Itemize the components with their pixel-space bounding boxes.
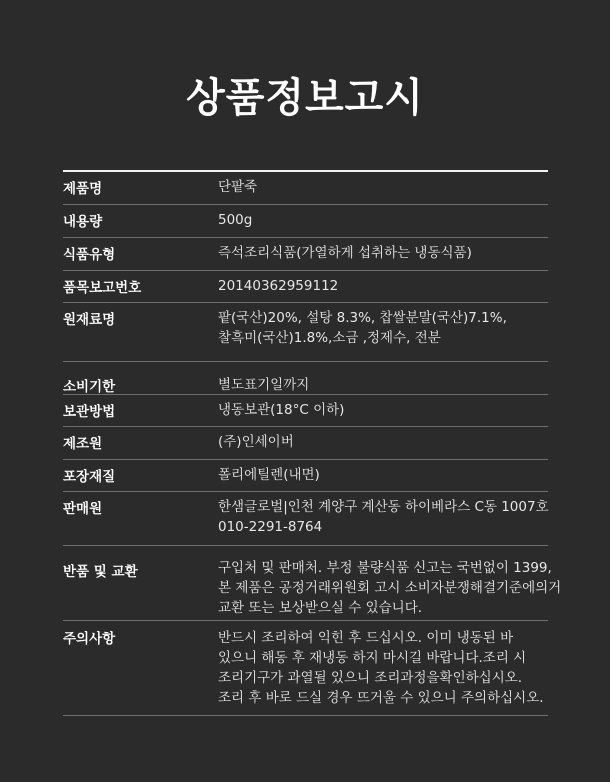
row-label: 원재료명 <box>63 312 116 328</box>
row-label: 품목보고번호 <box>63 280 142 296</box>
row-value: 단팥죽 <box>218 179 258 195</box>
row-value: 팥(국산)20%, 설탕 8.3%, 찹쌀분말(국산)7.1%, 찰흑미(국산)1.8%,소금 ,정제수, 전분 <box>218 310 507 346</box>
row-label: 보관방법 <box>63 404 116 420</box>
table-row <box>63 546 562 621</box>
table-row <box>63 205 548 238</box>
row-value: 반드시 조리하여 익힌 후 드십시오. 이미 냉동된 바 있으니 해동 후 재냉동 하지 마시길 바랍니다.조리 시 조리기구가 과열될 있으니 조리과정을확인하십시오. 조리 후 바로 드실 경우 뜨거울 수 있으니 주의하십시오. <box>218 630 544 706</box>
row-label: 식품유형 <box>63 247 116 263</box>
row-value: 폴리에틸렌(내면) <box>218 467 320 483</box>
row-label: 반품 및 교환 <box>63 564 138 580</box>
row-label: 내용량 <box>63 214 103 230</box>
row-value: 구입처 및 판매처. 부정 불량식품 신고는 국번없이 1399, 본 제품은 공정거래위원회 고시 소비자분쟁해결기준에의거 교환 또는 보상받으실 수 있습니다. <box>218 560 562 616</box>
row-value: 20140362959112 <box>218 278 339 294</box>
page-title: 상품정보고시 <box>186 75 424 121</box>
table-row <box>63 621 548 716</box>
row-label: 소비기한 <box>63 379 116 395</box>
row-label: 제조원 <box>63 436 103 452</box>
row-value: 500g <box>218 212 253 228</box>
table-row <box>63 492 548 546</box>
table-row <box>63 238 548 271</box>
row-value: 한샘글로벌|인천 계양구 계산동 하이베라스 C동 1007호 010-2291-8764 <box>218 499 549 535</box>
row-label: 제품명 <box>63 181 103 197</box>
row-value: (주)인세이버 <box>218 434 294 450</box>
table-row <box>63 271 548 303</box>
table-row <box>63 427 548 460</box>
row-label: 포장재질 <box>63 469 116 485</box>
row-value: 냉동보관(18°C 이하) <box>218 402 345 418</box>
table-row <box>63 303 548 362</box>
product-info-table <box>63 170 562 716</box>
table-row <box>63 460 548 492</box>
table-row <box>63 395 548 427</box>
table-row <box>63 172 548 205</box>
row-value: 별도표기일까지 <box>218 377 310 393</box>
table-row <box>63 362 548 395</box>
row-label: 판매원 <box>63 501 103 517</box>
row-label: 주의사항 <box>63 631 116 647</box>
row-value: 즉석조리식품(가열하게 섭취하는 냉동식품) <box>218 245 472 261</box>
